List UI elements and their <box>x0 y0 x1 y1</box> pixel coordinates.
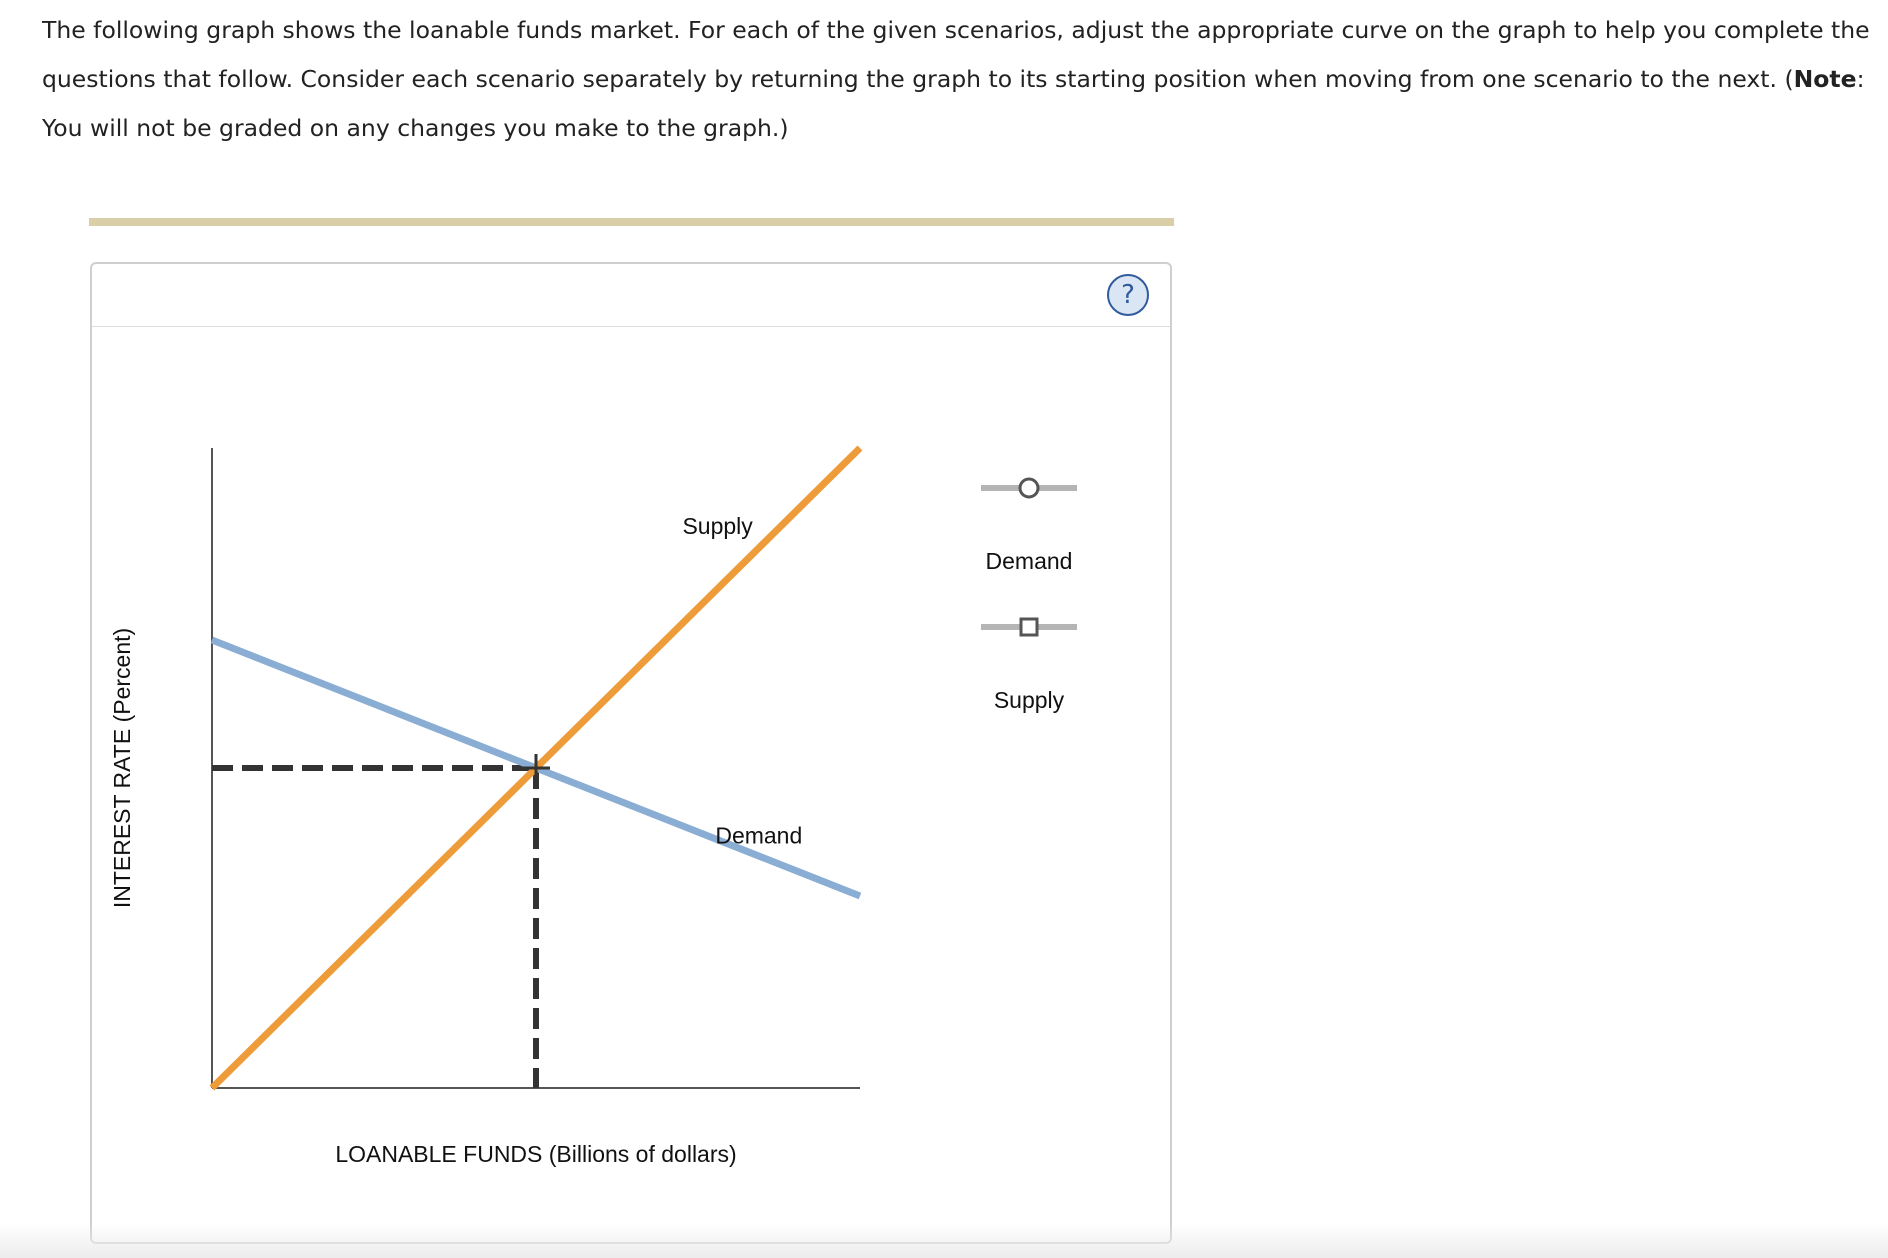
question-text-part2: : You will not be graded on any changes you make to the graph.) <box>42 65 1865 142</box>
supply-curve-label: Supply <box>682 513 753 539</box>
demand-tool-icon[interactable] <box>981 479 1077 497</box>
x-axis-label: LOANABLE FUNDS (Billions of dollars) <box>335 1141 737 1167</box>
y-axis-label: INTEREST RATE (Percent) <box>109 627 135 909</box>
graph-tool-palette <box>981 479 1077 713</box>
square-marker-icon <box>1021 619 1037 635</box>
circle-marker-icon <box>1020 479 1038 497</box>
note-label: Note <box>1793 65 1857 93</box>
bottom-scroll-fade <box>0 1224 1888 1258</box>
supply-tool-icon[interactable] <box>981 619 1077 635</box>
question-text-part1: The following graph shows the loanable funds market. For each of the given scenarios, adjust the appropriate curve on the graph to help you complete the questions that follow. Consider each scenario separately by returning the graph to its starting position when moving from one scenario to the next. ( <box>42 16 1870 93</box>
question-mark-icon: ? <box>1121 280 1135 310</box>
demand-curve-label: Demand <box>715 822 803 849</box>
legend-label-supply: Supply <box>993 687 1065 713</box>
legend-label-demand: Demand <box>985 548 1073 574</box>
